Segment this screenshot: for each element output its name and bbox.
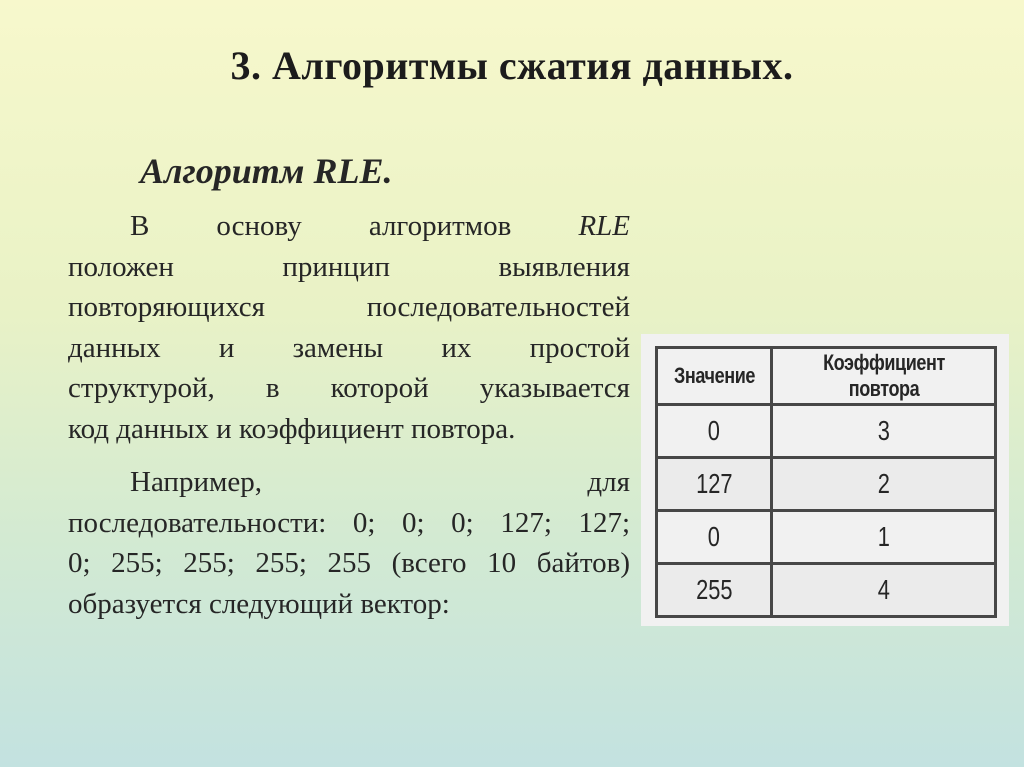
slide-subtitle: Алгоритм RLE. (140, 151, 393, 191)
paragraph-example (68, 462, 630, 624)
cell-value: 0 (657, 405, 772, 458)
table-row (657, 564, 996, 617)
slide-title: 3. Алгоритмы сжатия данных. (230, 43, 794, 88)
paragraph-line: код данных и коэффициент повтора. (68, 412, 516, 445)
paragraph-line: данных и замены их простой (68, 331, 630, 364)
paragraph-line: Например, для (130, 466, 630, 498)
cell-count: 2 (772, 458, 996, 511)
table-row (657, 458, 996, 511)
paragraph-line: образуется следующий вектор: (68, 587, 450, 620)
rle-table (655, 346, 997, 618)
cell-value: 255 (657, 564, 772, 617)
table-row (657, 511, 996, 564)
table-row (657, 405, 996, 458)
cell-count: 3 (772, 405, 996, 458)
table-header-row (657, 348, 996, 405)
cell-value: 0 (657, 511, 772, 564)
paragraph-line: последовательности: 0; 0; 0; 127; 127; (68, 506, 630, 539)
rle-term: RLE (578, 210, 630, 242)
paragraph-line: структурой, в которой указывается (68, 372, 630, 404)
paragraph-line: положен принцип выявления (68, 250, 630, 283)
cell-value: 127 (657, 458, 772, 511)
paragraph-rle-description (68, 206, 630, 449)
header-value: Значение (667, 348, 761, 405)
cell-count: 1 (772, 511, 996, 564)
paragraph-line: В основу алгоритмов RLE (130, 210, 630, 242)
paragraph-line: 0; 255; 255; 255; 255 (всего 10 байтов) (68, 547, 630, 579)
rle-table-image (641, 334, 1009, 626)
header-repeat-count: Коэффициент повтора (792, 348, 976, 405)
paragraph-line: повторяющихся последовательностей (68, 291, 630, 323)
cell-count: 4 (772, 564, 996, 617)
